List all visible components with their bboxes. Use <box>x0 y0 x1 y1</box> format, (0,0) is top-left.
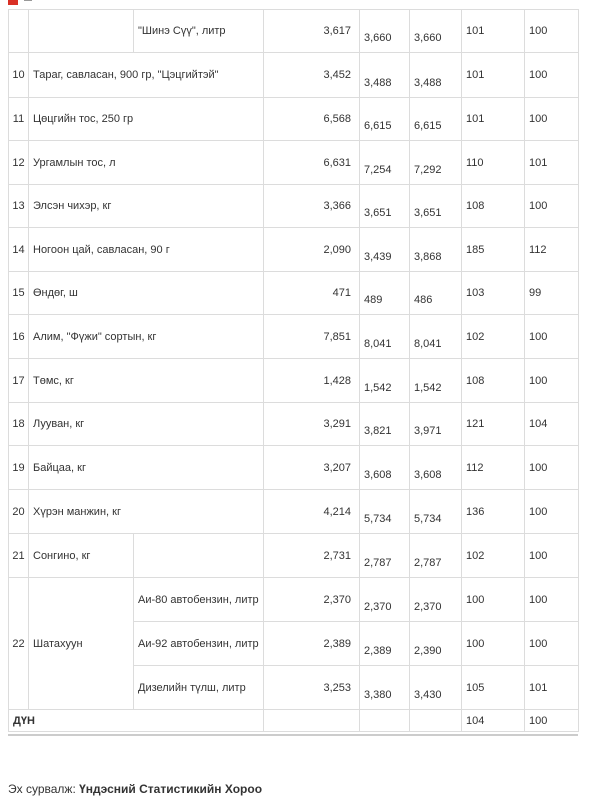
table-row <box>9 403 579 446</box>
index-1: 100 <box>462 622 525 666</box>
index-2: 100 <box>525 53 579 98</box>
price-value-3: 3,868 <box>410 228 462 272</box>
row-number: 15 <box>9 272 29 315</box>
index-1: 101 <box>462 10 525 53</box>
row-number: 19 <box>9 446 29 490</box>
product-name: Сонгино, кг <box>29 534 134 578</box>
price-value-1: 2,370 <box>264 578 360 622</box>
price-value-2: 2,389 <box>360 622 410 666</box>
price-value-2: 3,608 <box>360 446 410 490</box>
row-number: 11 <box>9 98 29 141</box>
table-row <box>9 98 579 141</box>
price-value-3: 2,370 <box>410 578 462 622</box>
price-value-3: 2,787 <box>410 534 462 578</box>
product-name: Тараг, савласан, 900 гр, "Цэцгийтэй" <box>29 53 264 98</box>
product-name: Шатахуун <box>29 578 134 710</box>
index-2: 100 <box>525 98 579 141</box>
index-2: 100 <box>525 534 579 578</box>
price-value-3: 3,430 <box>410 666 462 710</box>
product-name: Алим, "Фүжи" сортын, кг <box>29 315 264 359</box>
source-name: Үндэсний Статистикийн Хороо <box>79 782 263 796</box>
price-value-3: 3,660 <box>410 10 462 53</box>
index-2: 100 <box>525 490 579 534</box>
price-value-3: 486 <box>410 272 462 315</box>
table-row <box>9 53 579 98</box>
price-value-2: 2,370 <box>360 578 410 622</box>
product-name: Ургамлын тос, л <box>29 141 264 185</box>
row-number: 22 <box>9 578 29 710</box>
row-number: 14 <box>9 228 29 272</box>
price-value-3: 5,734 <box>410 490 462 534</box>
product-name: Лууван, кг <box>29 403 264 446</box>
price-value-2: 489 <box>360 272 410 315</box>
price-value-1: 3,617 <box>264 10 360 53</box>
price-value-2: 3,651 <box>360 185 410 228</box>
empty-cell <box>410 710 462 732</box>
price-value-1: 6,568 <box>264 98 360 141</box>
price-value-2: 3,660 <box>360 10 410 53</box>
table-row <box>9 315 579 359</box>
row-number: 20 <box>9 490 29 534</box>
index-1: 101 <box>462 53 525 98</box>
price-value-2: 8,041 <box>360 315 410 359</box>
red-marker-icon <box>8 0 18 5</box>
product-unit <box>134 534 264 578</box>
table-row <box>9 359 579 403</box>
index-1: 102 <box>462 534 525 578</box>
price-value-1: 7,851 <box>264 315 360 359</box>
table-row <box>9 490 579 534</box>
index-2: 104 <box>525 403 579 446</box>
row-number: 21 <box>9 534 29 578</box>
price-value-2: 1,542 <box>360 359 410 403</box>
index-2: 100 <box>525 578 579 622</box>
price-value-2: 3,821 <box>360 403 410 446</box>
index-2: 112 <box>525 228 579 272</box>
empty-cell <box>264 710 360 732</box>
index-2: 99 <box>525 272 579 315</box>
product-name: Ногоон цай, савласан, 90 г <box>29 228 264 272</box>
row-number: 12 <box>9 141 29 185</box>
index-1: 185 <box>462 228 525 272</box>
price-value-2: 5,734 <box>360 490 410 534</box>
product-name: Байцаа, кг <box>29 446 264 490</box>
price-value-1: 2,090 <box>264 228 360 272</box>
index-2: 100 <box>525 359 579 403</box>
total-label: ДҮН <box>9 710 264 732</box>
price-value-2: 6,615 <box>360 98 410 141</box>
empty-cell <box>360 710 410 732</box>
index-1: 110 <box>462 141 525 185</box>
price-value-3: 3,971 <box>410 403 462 446</box>
price-value-1: 3,207 <box>264 446 360 490</box>
product-unit: "Шинэ Сүү", литр <box>134 10 264 53</box>
product-unit: Аи-92 автобензин, литр <box>134 622 264 666</box>
price-value-3: 1,542 <box>410 359 462 403</box>
index-1: 108 <box>462 359 525 403</box>
price-value-1: 4,214 <box>264 490 360 534</box>
index-1: 105 <box>462 666 525 710</box>
product-name: Төмс, кг <box>29 359 264 403</box>
index-2: 101 <box>525 141 579 185</box>
index-1: 100 <box>462 578 525 622</box>
index-1: 108 <box>462 185 525 228</box>
product-name: Өндөг, ш <box>29 272 264 315</box>
table-row <box>9 446 579 490</box>
index-1: 121 <box>462 403 525 446</box>
dash-icon <box>24 0 32 1</box>
price-value-1: 3,366 <box>264 185 360 228</box>
product-name: Хүрэн манжин, кг <box>29 490 264 534</box>
index-2: 101 <box>525 666 579 710</box>
table-row <box>9 185 579 228</box>
price-value-1: 471 <box>264 272 360 315</box>
price-value-2: 7,254 <box>360 141 410 185</box>
price-value-3: 3,608 <box>410 446 462 490</box>
index-1: 136 <box>462 490 525 534</box>
product-name: Цөцгийн тос, 250 гр <box>29 98 264 141</box>
table-row <box>9 141 579 185</box>
row-number <box>9 10 29 53</box>
row-number: 10 <box>9 53 29 98</box>
price-value-2: 2,787 <box>360 534 410 578</box>
row-number: 17 <box>9 359 29 403</box>
index-2: 100 <box>525 185 579 228</box>
total-index-1: 104 <box>462 710 525 732</box>
source-prefix: Эх сурвалж: <box>8 782 80 796</box>
price-value-2: 3,380 <box>360 666 410 710</box>
price-value-3: 3,488 <box>410 53 462 98</box>
product-name <box>29 10 134 53</box>
price-value-1: 3,291 <box>264 403 360 446</box>
price-value-3: 2,390 <box>410 622 462 666</box>
table-row <box>9 10 579 53</box>
index-1: 101 <box>462 98 525 141</box>
product-unit: Аи-80 автобензин, литр <box>134 578 264 622</box>
product-unit: Дизелийн түлш, литр <box>134 666 264 710</box>
index-2: 100 <box>525 446 579 490</box>
price-value-2: 3,439 <box>360 228 410 272</box>
price-value-2: 3,488 <box>360 53 410 98</box>
price-value-1: 6,631 <box>264 141 360 185</box>
row-number: 16 <box>9 315 29 359</box>
price-value-3: 7,292 <box>410 141 462 185</box>
index-1: 112 <box>462 446 525 490</box>
table-bottom-rule <box>8 734 578 736</box>
price-value-3: 8,041 <box>410 315 462 359</box>
top-toolbar-fragment <box>0 0 595 8</box>
product-name: Элсэн чихэр, кг <box>29 185 264 228</box>
row-number: 13 <box>9 185 29 228</box>
index-2: 100 <box>525 315 579 359</box>
table-row <box>9 534 579 578</box>
table-row <box>9 578 579 622</box>
price-value-1: 2,731 <box>264 534 360 578</box>
price-table <box>8 9 579 732</box>
index-2: 100 <box>525 10 579 53</box>
price-value-1: 2,389 <box>264 622 360 666</box>
price-value-3: 3,651 <box>410 185 462 228</box>
index-1: 102 <box>462 315 525 359</box>
table-row <box>9 272 579 315</box>
row-number: 18 <box>9 403 29 446</box>
price-value-3: 6,615 <box>410 98 462 141</box>
price-value-1: 3,253 <box>264 666 360 710</box>
table-row <box>9 228 579 272</box>
price-value-1: 3,452 <box>264 53 360 98</box>
total-index-2: 100 <box>525 710 579 732</box>
index-1: 103 <box>462 272 525 315</box>
source-line <box>8 782 262 796</box>
total-row <box>9 710 579 732</box>
index-2: 100 <box>525 622 579 666</box>
price-value-1: 1,428 <box>264 359 360 403</box>
